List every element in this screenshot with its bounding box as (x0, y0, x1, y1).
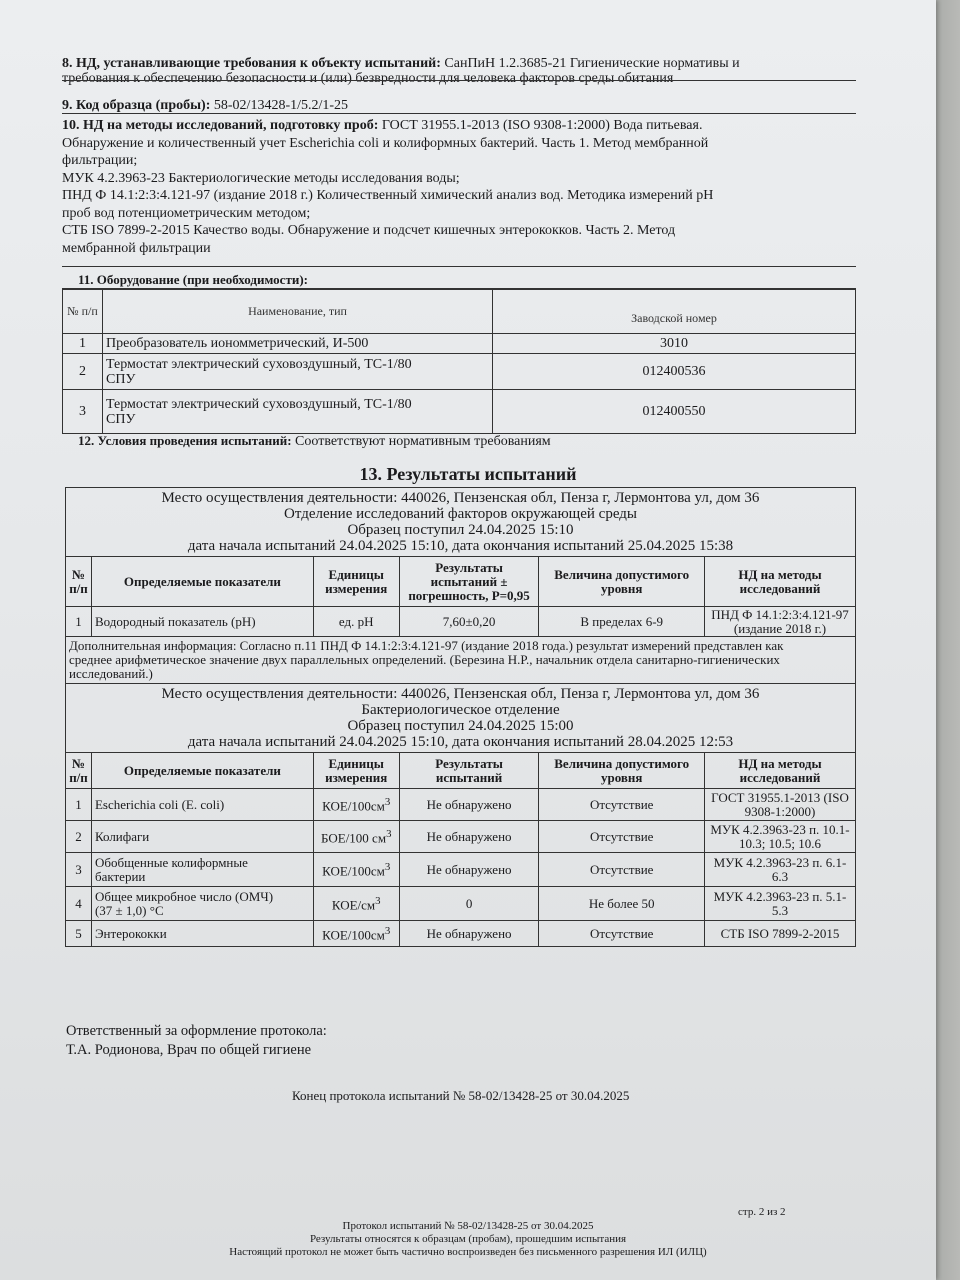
equipment-header-name: Наименование, тип (103, 290, 493, 334)
result-indicator-line2: бактерии (94, 868, 146, 884)
responsible-line2: Т.А. Родионова, Врач по общей гигиене (66, 1042, 312, 1058)
result-unit-text: КОЕ/100см (322, 863, 385, 879)
divider (62, 80, 856, 81)
result-indicator-line1: Общее микробное число (ОМЧ) (94, 888, 274, 904)
table-row (66, 821, 856, 853)
equipment-num: 1 (63, 334, 103, 354)
result-method-line2: 10.3; 10.5; 10.6 (739, 835, 821, 851)
block-2-place-line2: Бактериологическое отделение (361, 702, 560, 718)
section-12 (78, 433, 551, 450)
result-unit-sup: 3 (384, 861, 391, 874)
table-row (66, 853, 856, 887)
block-2-place-line1: Место осуществления деятельности: 440026, Пензенская обл, Пенза г, Лермонтова ул, дом 36 (161, 686, 760, 702)
table-row (66, 887, 856, 921)
result-indicator (91, 853, 313, 887)
result-indicator (91, 789, 313, 821)
result-method (704, 887, 855, 921)
header-unit: Единицы измерения (313, 753, 399, 789)
equipment-table (62, 289, 856, 434)
section-10-label: 10. НД на методы исследований, подготовку проб: (62, 118, 379, 133)
additional-info (66, 637, 856, 684)
result-indicator-line1: Обобщенные колиформные (94, 854, 248, 870)
additional-info-row (66, 637, 856, 684)
section-9 (62, 98, 856, 113)
result-indicator (91, 821, 313, 853)
result-value: 7,60±0,20 (399, 607, 539, 637)
result-limit: Отсутствие (539, 821, 705, 853)
section-11-label: 11. Оборудование (при необходимости): (78, 272, 308, 287)
equipment-name-line2: СПУ (106, 411, 136, 427)
result-num: 1 (66, 607, 92, 637)
header-indicator: Определяемые показатели (91, 557, 313, 607)
section-10-line7: СТБ ISO 7899-2-2015 Качество воды. Обнаружение и подсчет кишечных энтерококков. Часть 2. Метод (62, 223, 676, 238)
block-2-place-row (66, 684, 856, 753)
equipment-name-line1: Термостат электрический суховоздушный, ТС-1/80 (106, 396, 412, 412)
result-unit (313, 821, 399, 853)
block-1-place-line1: Место осуществления деятельности: 440026, Пензенская обл, Пенза г, Лермонтова ул, дом 36 (161, 490, 760, 506)
footer-line1: Протокол испытаний № 58-02/13428-25 от 30.04.2025 (342, 1220, 594, 1232)
block-1-place (66, 488, 856, 557)
header-limit: Величина допустимого уровня (539, 557, 705, 607)
additional-info-line3: исследований.) (69, 666, 153, 681)
table-row (63, 354, 856, 390)
result-indicator-line2: (37 ± 1,0) °С (94, 902, 164, 918)
result-unit: ед. pH (313, 607, 399, 637)
result-method-line1: ПНД Ф 14.1:2:3:4.121-97 (711, 606, 849, 622)
footer-line3: Настоящий протокол не может быть частично воспроизведен без письменного разрешения ИЛ (ИЛЦ) (229, 1246, 707, 1258)
result-unit (313, 887, 399, 921)
result-unit-sup: 3 (384, 925, 391, 938)
result-method (704, 789, 855, 821)
equipment-name (103, 334, 493, 354)
result-unit (313, 853, 399, 887)
header-method: НД на методы исследований (704, 557, 855, 607)
responsible-block (66, 1022, 327, 1060)
result-indicator (91, 887, 313, 921)
result-limit: Отсутствие (539, 789, 705, 821)
section-10 (62, 117, 856, 257)
result-method-line2: 9308-1:2000) (744, 803, 816, 819)
result-unit (313, 921, 399, 947)
divider (62, 266, 856, 267)
end-of-protocol: Конец протокола испытаний № 58-02/13428-25 от 30.04.2025 (292, 1088, 630, 1103)
result-value: Не обнаружено (399, 921, 539, 947)
header-method: НД на методы исследований (704, 753, 855, 789)
block-2-place (66, 684, 856, 753)
section-8-value-line1: СанПиН 1.2.3685-21 Гигиенические нормативы и (444, 56, 740, 71)
result-value: Не обнаружено (399, 789, 539, 821)
result-num: 2 (66, 821, 92, 853)
section-13-title: 13. Результаты испытаний (359, 464, 577, 484)
result-value: Не обнаружено (399, 853, 539, 887)
result-limit: В пределах 6-9 (539, 607, 705, 637)
result-limit: Не более 50 (539, 887, 705, 921)
result-method-line1: МУК 4.2.3963-23 п. 5.1- (713, 888, 847, 904)
section-10-line5: ПНД Ф 14.1:2:3:4.121-97 (издание 2018 г.) Количественный химический анализ вод. Методика измерений pH (62, 188, 714, 203)
result-method-line1: МУК 4.2.3963-23 п. 6.1- (713, 854, 847, 870)
divider (62, 113, 856, 114)
section-8 (62, 56, 856, 86)
result-value: Не обнаружено (399, 821, 539, 853)
result-indicator-line1: Энтерококки (94, 925, 167, 941)
equipment-num: 2 (63, 354, 103, 390)
result-method-line1: МУК 4.2.3963-23 п. 10.1- (710, 821, 850, 837)
result-unit-text: КОЕ/100см (322, 927, 385, 943)
section-10-line8: мембранной фильтрации (62, 240, 211, 256)
header-unit: Единицы измерения (313, 557, 399, 607)
block-1-place-row (66, 488, 856, 557)
block-2-header-row (66, 753, 856, 789)
result-method-line1: СТБ ISO 7899-2-2015 (720, 925, 840, 941)
header-num: № п/п (66, 557, 92, 607)
result-indicator-line1: Escherichia coli (E. coli) (94, 796, 225, 812)
header-num: № п/п (66, 753, 92, 789)
equipment-header-row (63, 290, 856, 334)
result-num: 1 (66, 789, 92, 821)
table-row (63, 390, 856, 434)
section-9-label: 9. Код образца (пробы): (62, 98, 211, 113)
result-num: 4 (66, 887, 92, 921)
block-2-place-line3: Образец поступил 24.04.2025 15:00 (347, 718, 574, 734)
additional-info-line2: среднее арифметическое значение двух параллельных определений. (Березина Н.Р., начальник отдела санитарно-гигиенических (69, 652, 780, 667)
section-12-value: Соответствуют нормативным требованиям (295, 434, 551, 449)
equipment-serial: 012400550 (493, 390, 856, 434)
table-row (66, 789, 856, 821)
equipment-name (103, 390, 493, 434)
table-row (66, 921, 856, 947)
section-10-line1: ГОСТ 31955.1-2013 (ISO 9308-1:2000) Вода питьевая. (381, 118, 703, 133)
block-1-place-line2: Отделение исследований факторов окружающей среды (284, 506, 637, 522)
section-10-line4: МУК 4.2.3963-23 Бактериологические методы исследования воды; (62, 170, 460, 186)
equipment-name-line1: Преобразователь иономметрический, И-500 (106, 336, 369, 351)
header-indicator: Определяемые показатели (91, 753, 313, 789)
result-indicator (91, 921, 313, 947)
result-method-line2: 5.3 (771, 902, 789, 918)
footer-line2: Результаты относятся к образцам (пробам), прошедшим испытания (309, 1233, 627, 1245)
section-8-value-line2: требования к обеспечению безопасности и (или) безвредности для человека факторов среды обитания (62, 71, 674, 86)
result-unit-sup: 3 (375, 895, 381, 908)
section-10-line3: фильтрации; (62, 153, 138, 168)
result-method-line1: ГОСТ 31955.1-2013 (ISO (711, 789, 849, 805)
result-value: 0 (399, 887, 539, 921)
result-method (704, 921, 855, 947)
section-12-label: 12. Условия проведения испытаний: (78, 433, 292, 448)
result-indicator: Водородный показатель (pH) (91, 607, 313, 637)
result-method (704, 821, 855, 853)
result-method-line2: (издание 2018 г.) (733, 620, 827, 636)
section-10-line2: Обнаружение и количественный учет Escherichia coli и колиформных бактерий. Часть 1. Метод мембранной (62, 135, 709, 151)
block-1-place-line3: Образец поступил 24.04.2025 15:10 (347, 522, 574, 538)
additional-info-line1: Дополнительная информация: Согласно п.11 ПНД Ф 14.1:2:3:4.121-97 (издание 2018 года.) результат измерений представлен как (69, 638, 784, 653)
section-9-value: 58-02/13428-1/5.2/1-25 (213, 98, 349, 113)
result-method (704, 607, 855, 637)
table-row (66, 607, 856, 637)
result-unit (313, 789, 399, 821)
section-10-line6: проб вод потенциометрическим методом; (62, 205, 311, 221)
responsible-line1: Ответственный за оформление протокола: (66, 1023, 327, 1039)
block-1-place-line4: дата начала испытаний 24.04.2025 15:10, дата окончания испытаний 25.04.2025 15:38 (187, 538, 734, 554)
result-method-line2: 6.3 (771, 868, 789, 884)
result-method (704, 853, 855, 887)
equipment-serial: 012400536 (493, 354, 856, 390)
result-num: 5 (66, 921, 92, 947)
result-limit: Отсутствие (539, 921, 705, 947)
equipment-header-serial: Заводской номер (493, 290, 856, 334)
equipment-header-num: № п/п (63, 290, 103, 334)
result-unit-text: БОЕ/100 см (320, 830, 387, 846)
result-unit-text: КОЕ/100см (322, 798, 385, 814)
table-row (63, 334, 856, 354)
result-unit-sup: 3 (386, 828, 392, 841)
equipment-name (103, 354, 493, 390)
header-limit: Величина допустимого уровня (539, 753, 705, 789)
equipment-name-line2: СПУ (106, 371, 136, 387)
section-8-label: 8. НД, устанавливающие требования к объекту испытаний: (62, 56, 441, 71)
result-limit: Отсутствие (539, 853, 705, 887)
equipment-serial: 3010 (493, 334, 856, 354)
block-1-header-row (66, 557, 856, 607)
result-indicator-line1: Колифаги (94, 828, 150, 844)
result-unit-text: КОЕ/см (331, 897, 376, 913)
block-2-place-line4: дата начала испытаний 24.04.2025 15:10, дата окончания испытаний 28.04.2025 12:53 (187, 734, 734, 750)
equipment-name-line1: Термостат электрический суховоздушный, ТС-1/80 (106, 356, 412, 372)
page-number: стр. 2 из 2 (738, 1206, 786, 1218)
header-result: Результаты испытаний (399, 753, 539, 789)
result-unit-sup: 3 (384, 796, 391, 809)
results-table (65, 487, 856, 947)
result-num: 3 (66, 853, 92, 887)
header-result: Результаты испытаний ± погрешность, P=0,95 (399, 557, 539, 607)
equipment-num: 3 (63, 390, 103, 434)
footer (0, 1220, 936, 1259)
